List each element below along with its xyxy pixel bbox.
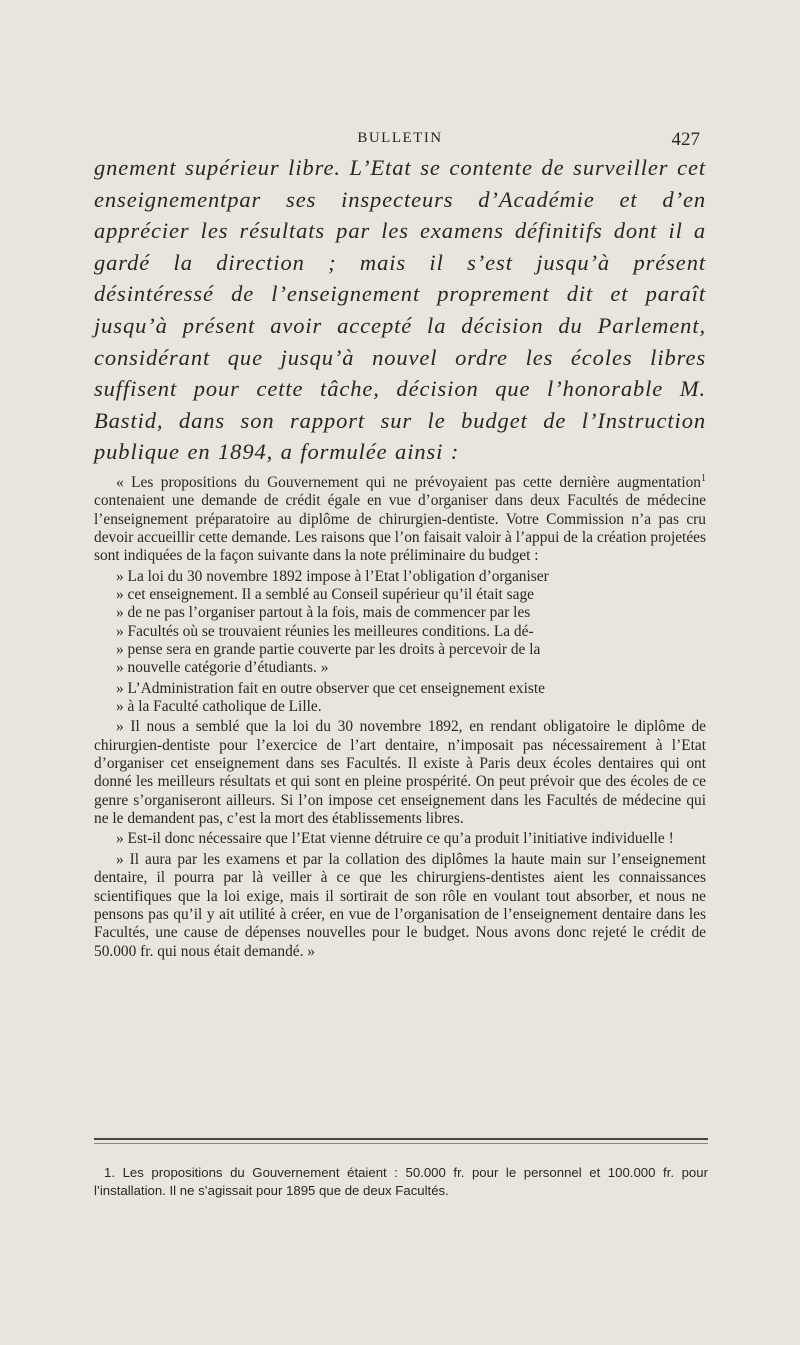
quote-paragraph-3 — [94, 680, 706, 717]
quote-line: » La loi du 30 novembre 1892 impose à l’Etat l’obligation d’organiser — [116, 567, 549, 585]
quote-paragraph-1 — [94, 474, 706, 566]
quote-paragraph-1-start: « Les propositions du Gouvernement qui ne prévoyaient pas cette dernière augmentation — [116, 473, 701, 491]
footnote-rule — [94, 1138, 708, 1140]
footnote-rule-thin — [94, 1143, 708, 1144]
quote-line: » nouvelle catégorie d’étudiants. » — [116, 659, 329, 677]
quote-paragraph-2 — [94, 568, 706, 678]
quote-line: » L’Administration fait en outre observer que cet enseignement existe — [116, 679, 545, 697]
footnote-marker[interactable]: 1 — [701, 472, 706, 484]
quote-paragraph-4: » Il nous a semblé que la loi du 30 novembre 1892, en rendant obligatoire le diplôme de chirurgien-dentiste pour l’exercice de l’art dentaire, n’imposait pas nécessairement à l’Etat d’organiser cet enseignement dans ses Facultés. Il existe à Paris deux écoles dentaires qui ont donné les meilleurs résultats et qui sont en pleine prospérité. On peut prévoir que des écoles de ce genre s’organiseront ailleurs. Si l’on impose cet enseignement dans les Facultés de médecine qui ne le demandent pas, c’est la mort des établissements libres. — [94, 718, 706, 828]
page-number: 427 — [671, 129, 700, 150]
footnote: 1. Les propositions du Gouvernement étaient : 50.000 fr. pour le personnel et 100.000 fr. pour l’installation. Il ne s’agissait pour 1895 que de deux Facultés. — [94, 1165, 708, 1199]
quote-line: » Facultés où se trouvaient réunies les meilleures conditions. La dé- — [116, 622, 534, 640]
quote-paragraph-5: » Est-il donc nécessaire que l’Etat vienne détruire ce qu’a produit l’initiative individuelle ! — [116, 830, 674, 848]
quoted-report — [94, 474, 706, 961]
quote-line: » pense sera en grande partie couverte par les droits à percevoir de la — [116, 641, 541, 659]
quote-paragraph-6: » Il aura par les examens et par la collation des diplômes la haute main sur l’enseignement dentaire, il pourra par là veiller à ce que les chirurgiens-dentistes aient les connaissances scientifiques que la loi exige, mais il sortirait de son rôle en voulant tout absorber, et nous ne pensons pas qu’il y ait utilité à créer, en vue de l’organisation de l’enseignement dentaire dans les Facultés, une cause de dépenses nouvelles pour le budget. Nous avons donc rejeté le crédit de 50.000 fr. qui nous était demandé. » — [94, 850, 706, 960]
quote-paragraph-1-end: contenaient une demande de crédit égale en vue d’organiser dans deux Facultés de médecine l’enseignement préparatoire au diplôme de chirurgien-dentiste. Votre Commission n’a pas cru devoir accueillir cette demande. Les raisons que l’on faisait valoir à l’appui de la création projetées sont indiquées de la façon suivante dans la note préliminaire du budget : — [94, 492, 706, 565]
quote-line: » à la Faculté catholique de Lille. — [116, 698, 322, 716]
italic-paragraph: gnement supérieur libre. L’Etat se contente de surveiller cet enseignementpar ses inspecteurs d’Académie et d’en apprécier les résultats par les examens définitifs dont il a gardé la direction ; mais il s’est jusqu’à présent désintéressé de l’enseignement proprement dit et paraît jusqu’à présent avoir accepté la décision du Parlement, considérant que jusqu’à nouvel ordre les écoles libres suffisent pour cette tâche, décision que l’honorable M. Bastid, dans son rapport sur le budget de l’Instruction publique en 1894, a formulée ainsi : — [94, 155, 706, 465]
quote-line: » de ne pas l’organiser partout à la fois, mais de commencer par les — [116, 604, 531, 622]
quote-line: » cet enseignement. Il a semblé au Conseil supérieur qu’il était sage — [116, 586, 534, 603]
running-head — [96, 130, 704, 154]
body-text — [94, 152, 706, 963]
running-title: BULLETIN — [357, 130, 443, 146]
